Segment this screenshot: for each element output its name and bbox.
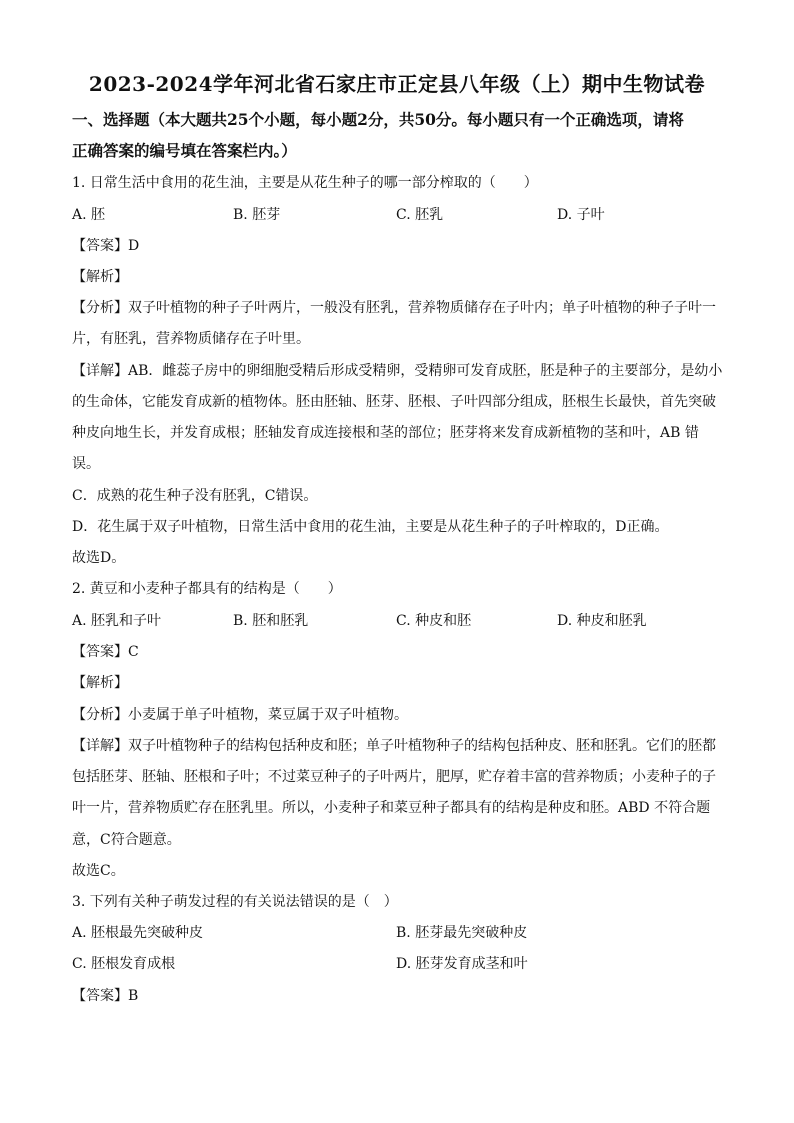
q1-xiangjie-line3: 种皮向地生长，并发育成根；胚轴发育成连接根和茎的部位；胚芽将来发育成新植物的茎和叶，AB 错 [72,425,699,441]
q1-fenxi-line2: 片，有胚乳，营养物质储存在子叶里。 [72,331,310,347]
q1-xiangjie-line2: 的生命体，它能发育成新的植物体。胚由胚轴、胚芽、胚根、子叶四部分组成，胚根生长最快，首先突破 [72,394,716,410]
q2-answer: 【答案】C [72,644,139,660]
q1-jiexi-label: 【解析】 [72,269,128,285]
q3-option-d: D. 胚芽发育成茎和叶 [396,956,528,972]
page-title: 2023-2024学年河北省石家庄市正定县八年级（上）期中生物试卷 [88,72,706,96]
q2-xiangjie-line2: 包括胚芽、胚轴、胚根和子叶；不过菜豆种子的子叶两片，肥厚，贮存着丰富的营养物质；小麦种子的子 [72,769,716,785]
q2-option-c: C. 种皮和胚 [396,613,472,629]
q2-fenxi: 【分析】小麦属于单子叶植物，菜豆属于双子叶植物。 [72,707,408,723]
q2-option-a: A. 胚乳和子叶 [72,613,162,629]
q2-conclusion: 故选C。 [72,863,125,879]
q2-xiangjie-line3: 叶一片，营养物质贮存在胚乳里。所以，小麦种子和菜豆种子都具有的结构是种皮和胚。ABD 不符合题 [72,800,711,816]
q2-jiexi-label: 【解析】 [72,675,128,691]
q3-option-c: C. 胚根发育成根 [72,956,176,972]
q1-conclusion: 故选D。 [72,550,126,566]
q2-xiangjie-line1: 【详解】双子叶植物种子的结构包括种皮和胚；单子叶植物种子的结构包括种皮、胚和胚乳。它们的胚都 [72,738,716,754]
q2-xiangjie-line4: 意，C符合题意。 [72,832,181,848]
q2-option-d: D. 种皮和胚乳 [557,613,647,629]
q1-option-a: A. 胚 [72,207,106,223]
q1-option-b: B. 胚芽 [233,207,281,223]
q1-xiangjie-line1: 【详解】AB．雌蕊子房中的卵细胞受精后形成受精卵，受精卵可发育成胚，胚是种子的主要部分，是幼小 [72,363,723,379]
q1-option-c: C. 胚乳 [396,207,444,223]
q3-answer: 【答案】B [72,988,139,1004]
q1-fenxi-line1: 【分析】双子叶植物的种子子叶两片，一般没有胚乳，营养物质储存在子叶内；单子叶植物的种子子叶一 [72,300,716,316]
q2-stem: 2. 黄豆和小麦种子都具有的结构是（ ） [72,581,342,597]
q1-option-d: D. 子叶 [557,207,605,223]
q1-stem: 1. 日常生活中食用的花生油，主要是从花生种子的哪一部分榨取的（ ） [72,175,538,191]
q1-d-line: D．花生属于双子叶植物，日常生活中食用的花生油，主要是从花生种子的子叶榨取的，D正确。 [72,519,669,535]
q1-c-line: C．成熟的花生种子没有胚乳，C错误。 [72,488,318,504]
q1-xiangjie-line4: 误。 [72,456,100,472]
q3-option-b: B. 胚芽最先突破种皮 [396,925,528,941]
q3-stem: 3. 下列有关种子萌发过程的有关说法错误的是（ ） [72,894,398,910]
q3-option-a: A. 胚根最先突破种皮 [72,925,204,941]
q1-answer: 【答案】D [72,238,140,254]
q2-option-b: B. 胚和胚乳 [233,613,309,629]
section-heading-line2: 正确答案的编号填在答案栏内。） [72,141,297,160]
section-heading-line1: 一、选择题（本大题共25个小题，每小题2分，共50分。每小题只有一个正确选项，请将 [72,110,684,129]
